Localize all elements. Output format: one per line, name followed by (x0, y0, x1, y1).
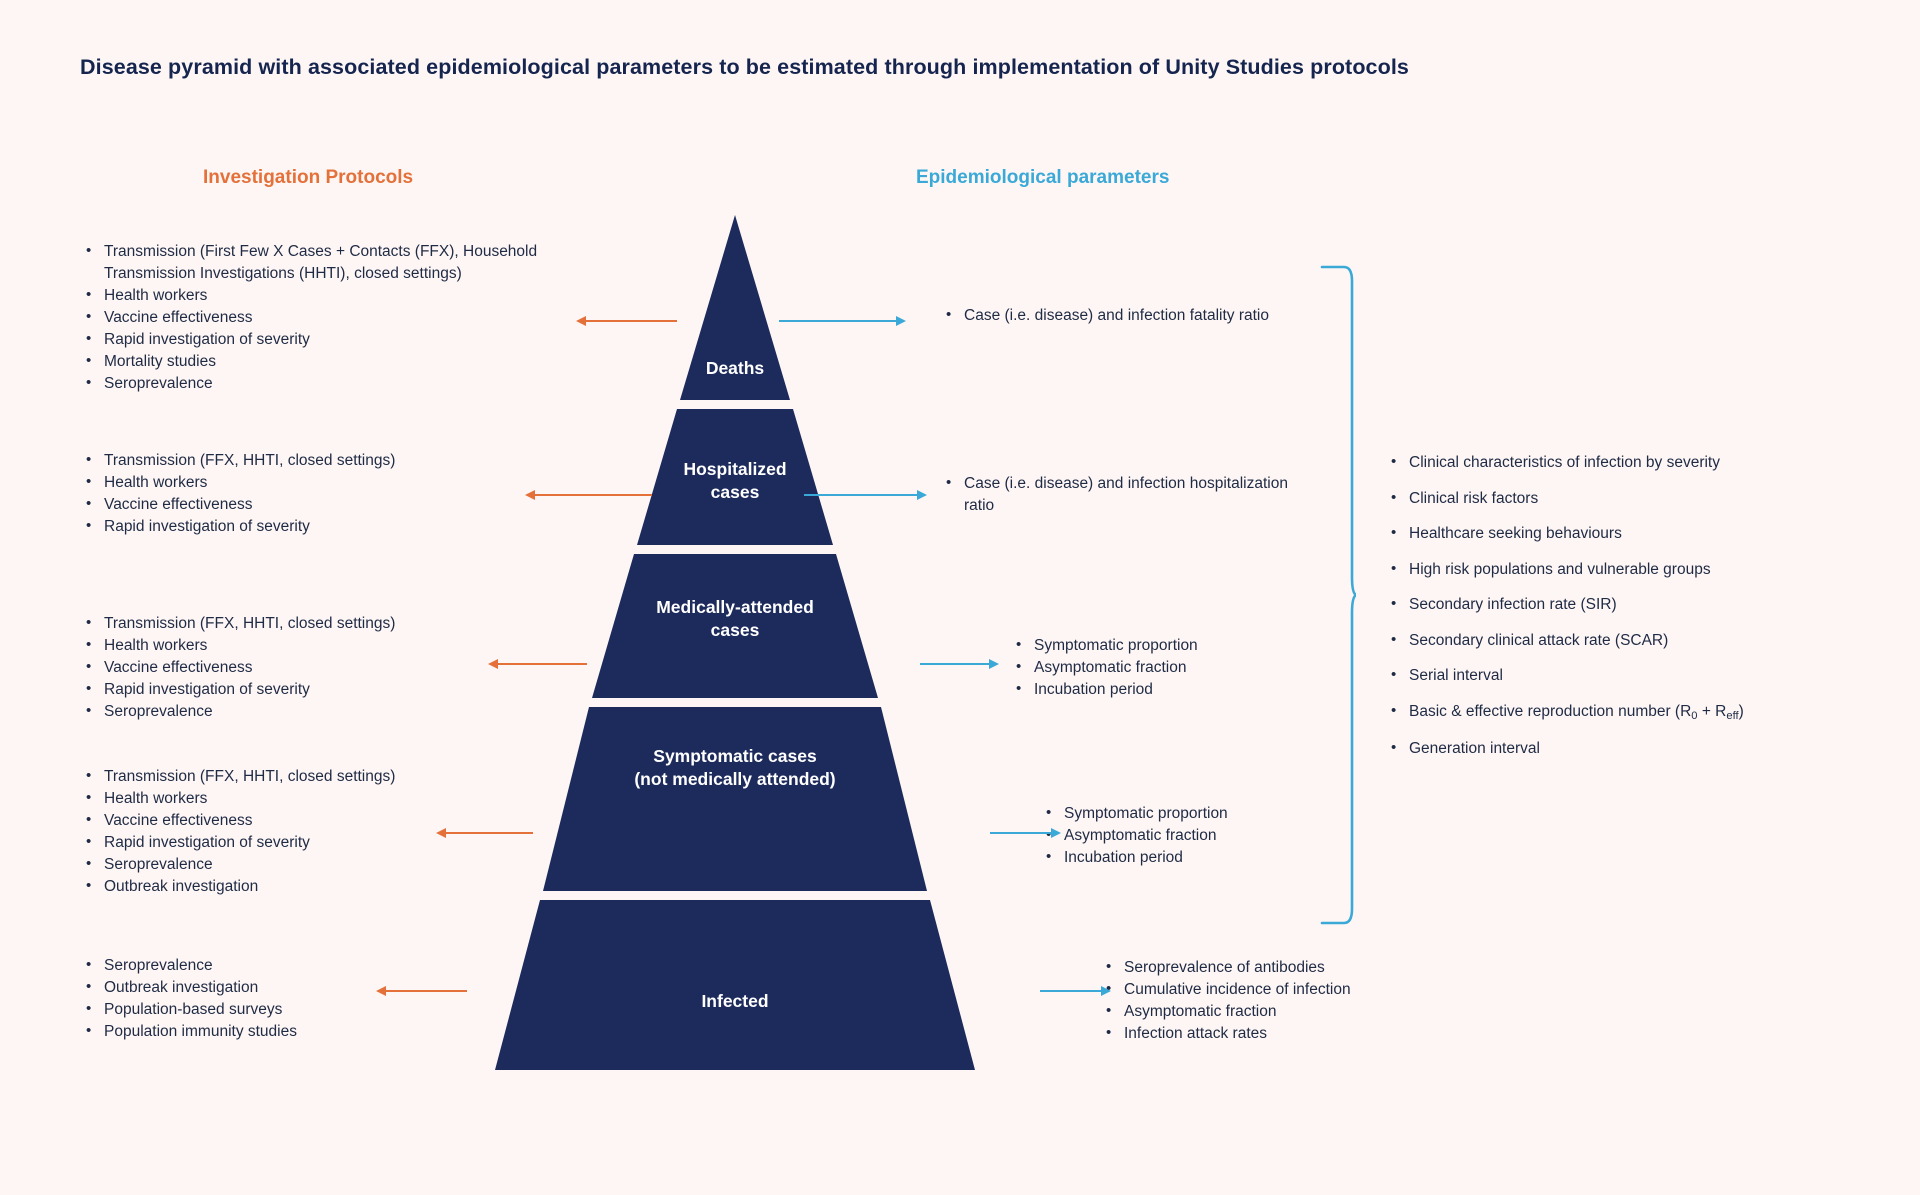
list-item: • Vaccine effectiveness (80, 307, 550, 329)
list-item: • Population-based surveys (80, 999, 510, 1021)
pyramid-label-symptomatic-line2: (not medically attended) (634, 769, 836, 790)
pyramid-label-infected: Infected (701, 991, 769, 1011)
list-item: • High risk populations and vulnerable groups (1385, 559, 1865, 581)
list-item: • Symptomatic proportion (1010, 635, 1340, 657)
arrow-deaths-protocols (585, 320, 677, 322)
arrow-medically-attended-protocols (497, 663, 587, 665)
arrow-infected-parameters (1040, 990, 1102, 992)
heading-epidemiological-parameters: Epidemiological parameters (916, 167, 1170, 188)
parameters-hospitalized-list (940, 473, 1290, 517)
pyramid-tier-symptomatic (543, 707, 927, 891)
pyramid-tier-deaths (680, 215, 790, 400)
list-item: • Vaccine effectiveness (80, 494, 510, 516)
list-item: • Seroprevalence (80, 373, 550, 395)
arrow-infected-protocols (385, 990, 467, 992)
list-item: • Health workers (80, 635, 510, 657)
list-item: • Clinical characteristics of infection by severity (1385, 452, 1865, 474)
list-item: • Secondary infection rate (SIR) (1385, 594, 1865, 616)
arrow-deaths-parameters (779, 320, 897, 322)
arrow-symptomatic-parameters (990, 832, 1052, 834)
page-title-rest: with associated epidemiological parameters to be estimated through implementation of Unity Studies protocols (252, 55, 1409, 79)
list-item: • Rapid investigation of severity (80, 832, 510, 854)
list-item: • Seroprevalence (80, 854, 510, 876)
protocols-deaths-list (80, 241, 550, 395)
list-item: • Population immunity studies (80, 1021, 510, 1043)
list-item: • Healthcare seeking behaviours (1385, 523, 1865, 545)
page-title-lead: Disease pyramid (80, 55, 253, 79)
list-item: • Health workers (80, 472, 510, 494)
list-item: • Asymptomatic fraction (1010, 657, 1340, 679)
list-item: • Incubation period (1040, 847, 1370, 869)
list-item: • Rapid investigation of severity (80, 516, 510, 538)
arrow-symptomatic-protocols (445, 832, 533, 834)
list-item: • Secondary clinical attack rate (SCAR) (1385, 630, 1865, 652)
list-item: • Seroprevalence (80, 955, 510, 977)
pyramid-tier-medically-attended (592, 554, 878, 698)
page-title (80, 55, 1409, 80)
list-item: • Transmission (FFX, HHTI, closed settings) (80, 450, 510, 472)
list-item: • Transmission (FFX, HHTI, closed settings) (80, 613, 510, 635)
list-item: • Incubation period (1010, 679, 1340, 701)
list-item: • Outbreak investigation (80, 977, 510, 999)
list-item: • Case (i.e. disease) and infection hospitalization ratio (940, 473, 1290, 517)
list-item: • Transmission (FFX, HHTI, closed settings) (80, 766, 510, 788)
pyramid-label-medically-attended-line1: Medically-attended (656, 597, 814, 617)
pyramid-label-symptomatic-line1: Symptomatic cases (653, 746, 817, 766)
pyramid-label-deaths: Deaths (705, 358, 765, 378)
protocols-medically-attended-list (80, 613, 510, 723)
list-item: • Outbreak investigation (80, 876, 510, 898)
list-item: • Clinical risk factors (1385, 488, 1865, 510)
list-item: • Infection attack rates (1100, 1023, 1460, 1045)
heading-investigation-protocols: Investigation Protocols (203, 167, 414, 188)
list-item: • Seroprevalence of antibodies (1100, 957, 1460, 979)
pyramid-tier-hospitalized (637, 409, 833, 545)
cross-cutting-parameters-list (1385, 452, 1865, 773)
protocols-hospitalized-list (80, 450, 510, 538)
list-item: • Symptomatic proportion (1040, 803, 1370, 825)
list-item: • Case (i.e. disease) and infection fatality ratio (940, 305, 1270, 327)
list-item: • Health workers (80, 788, 510, 810)
list-item: • Vaccine effectiveness (80, 810, 510, 832)
list-item: • Basic & effective reproduction number $(R_0 + R_{eff})$ (1385, 701, 1865, 725)
arrow-hospitalized-parameters (804, 494, 918, 496)
list-item: • Rapid investigation of severity (80, 329, 550, 351)
list-item: • Mortality studies (80, 351, 550, 373)
list-item: • Asymptomatic fraction (1040, 825, 1370, 847)
parameters-medically-attended-list (1010, 635, 1340, 701)
list-item: • Rapid investigation of severity (80, 679, 510, 701)
list-item: • Cumulative incidence of infection (1100, 979, 1460, 1001)
pyramid-tier-infected (495, 900, 975, 1070)
cross-cutting-brace (1318, 265, 1356, 925)
brace-icon (1318, 265, 1356, 925)
list-item: • Serial interval (1385, 665, 1865, 687)
list-item: • Vaccine effectiveness (80, 657, 510, 679)
list-item: • Transmission (First Few X Cases + Contacts (FFX), Household Transmission Investigations (HHTI), closed settings) (80, 241, 550, 285)
protocols-infected-list (80, 955, 510, 1043)
pyramid-label-hospitalized-line2: cases (710, 482, 760, 503)
arrow-hospitalized-protocols (534, 494, 652, 496)
parameters-infected-list (1100, 957, 1460, 1045)
list-item: • Asymptomatic fraction (1100, 1001, 1460, 1023)
parameters-deaths-list (940, 305, 1270, 327)
list-item: • Seroprevalence (80, 701, 510, 723)
arrow-medically-attended-parameters (920, 663, 990, 665)
list-item: • Generation interval (1385, 738, 1865, 760)
pyramid-label-medically-attended-line2: cases (710, 620, 760, 641)
list-item: • Health workers (80, 285, 550, 307)
pyramid-label-hospitalized-line1: Hospitalized (683, 459, 787, 479)
